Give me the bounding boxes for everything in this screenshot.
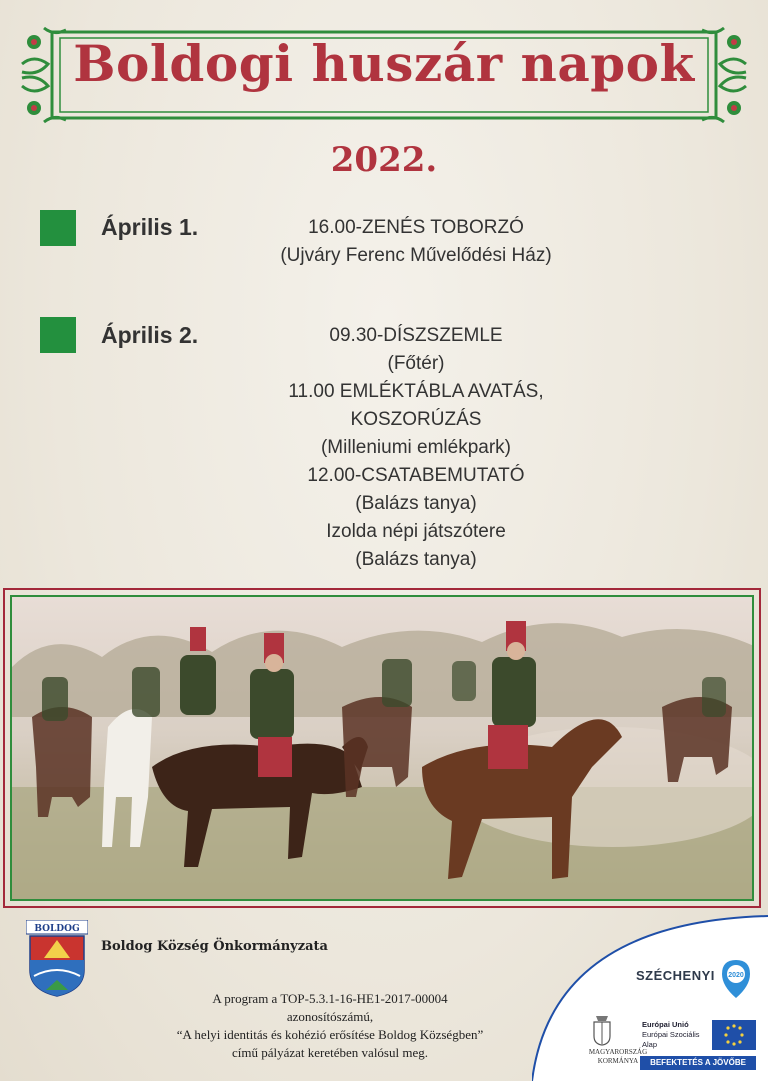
szechenyi-2020-pin-icon: [720, 958, 752, 1000]
poster-title: Boldogi huszár napok: [73, 34, 695, 93]
program-line: 09.30-DÍSZSZEMLE: [329, 325, 503, 346]
green-bullet-icon: [40, 317, 76, 353]
hungary-coat-of-arms-icon: [591, 1014, 613, 1046]
program-line: 16.00-ZENÉS TOBORZÓ: [308, 217, 524, 238]
day-2-program: [236, 322, 596, 574]
funding-statement: [140, 990, 520, 1062]
hussar-photo: [10, 595, 754, 901]
day-1-program: [236, 214, 596, 270]
program-line: 11.00 EMLÉKTÁBLA AVATÁS,: [288, 381, 544, 402]
eu-fund-label: [642, 1020, 708, 1050]
program-line: (Balázs tanya): [355, 493, 477, 514]
program-line: (Balázs tanya): [355, 549, 477, 570]
day-label: Április 2.: [101, 322, 199, 348]
municipality-name: Boldog Község Önkormányzata: [101, 939, 328, 954]
funding-line: azonosítószámú,: [286, 1009, 374, 1024]
investment-banner: BEFEKTETÉS A JÖVŐBE: [640, 1056, 756, 1070]
government-line: KORMÁNYA: [597, 1057, 639, 1065]
szechenyi-badge: 2020: [728, 972, 744, 979]
eu-line: Európai Szociális: [642, 1030, 700, 1039]
eu-line: Európai Unió: [642, 1020, 689, 1029]
government-line: MAGYARORSZÁG: [588, 1048, 648, 1056]
program-line: 12.00-CSATABEMUTATÓ: [307, 465, 525, 486]
boldog-crest-icon: [26, 920, 88, 998]
funding-line: című pályázat keretében valósul meg.: [231, 1045, 428, 1060]
day-label: Április 1.: [101, 214, 199, 240]
program-line: (Ujváry Ferenc Művelődési Ház): [280, 245, 552, 266]
government-label: [588, 1048, 648, 1066]
funding-line: “A helyi identitás és kohézió erősítése Boldog Községben”: [176, 1027, 484, 1042]
hussar-photo-frame: [3, 588, 761, 908]
poster-year: 2022.: [330, 140, 438, 180]
program-line: (Főtér): [387, 353, 445, 374]
szechenyi-label: SZÉCHENYI: [636, 968, 715, 983]
green-bullet-icon: [40, 210, 76, 246]
program-line: (Milleniumi emlékpark): [320, 437, 512, 458]
crest-label: BOLDOG: [34, 924, 80, 934]
program-line: KOSZORÚZÁS: [350, 409, 482, 430]
program-line: Izolda népi játszótere: [326, 521, 506, 542]
funding-line: A program a TOP-5.3.1-16-HE1-2017-00004: [212, 991, 448, 1006]
eu-flag-icon: [712, 1020, 756, 1050]
eu-line: Alap: [642, 1040, 658, 1049]
